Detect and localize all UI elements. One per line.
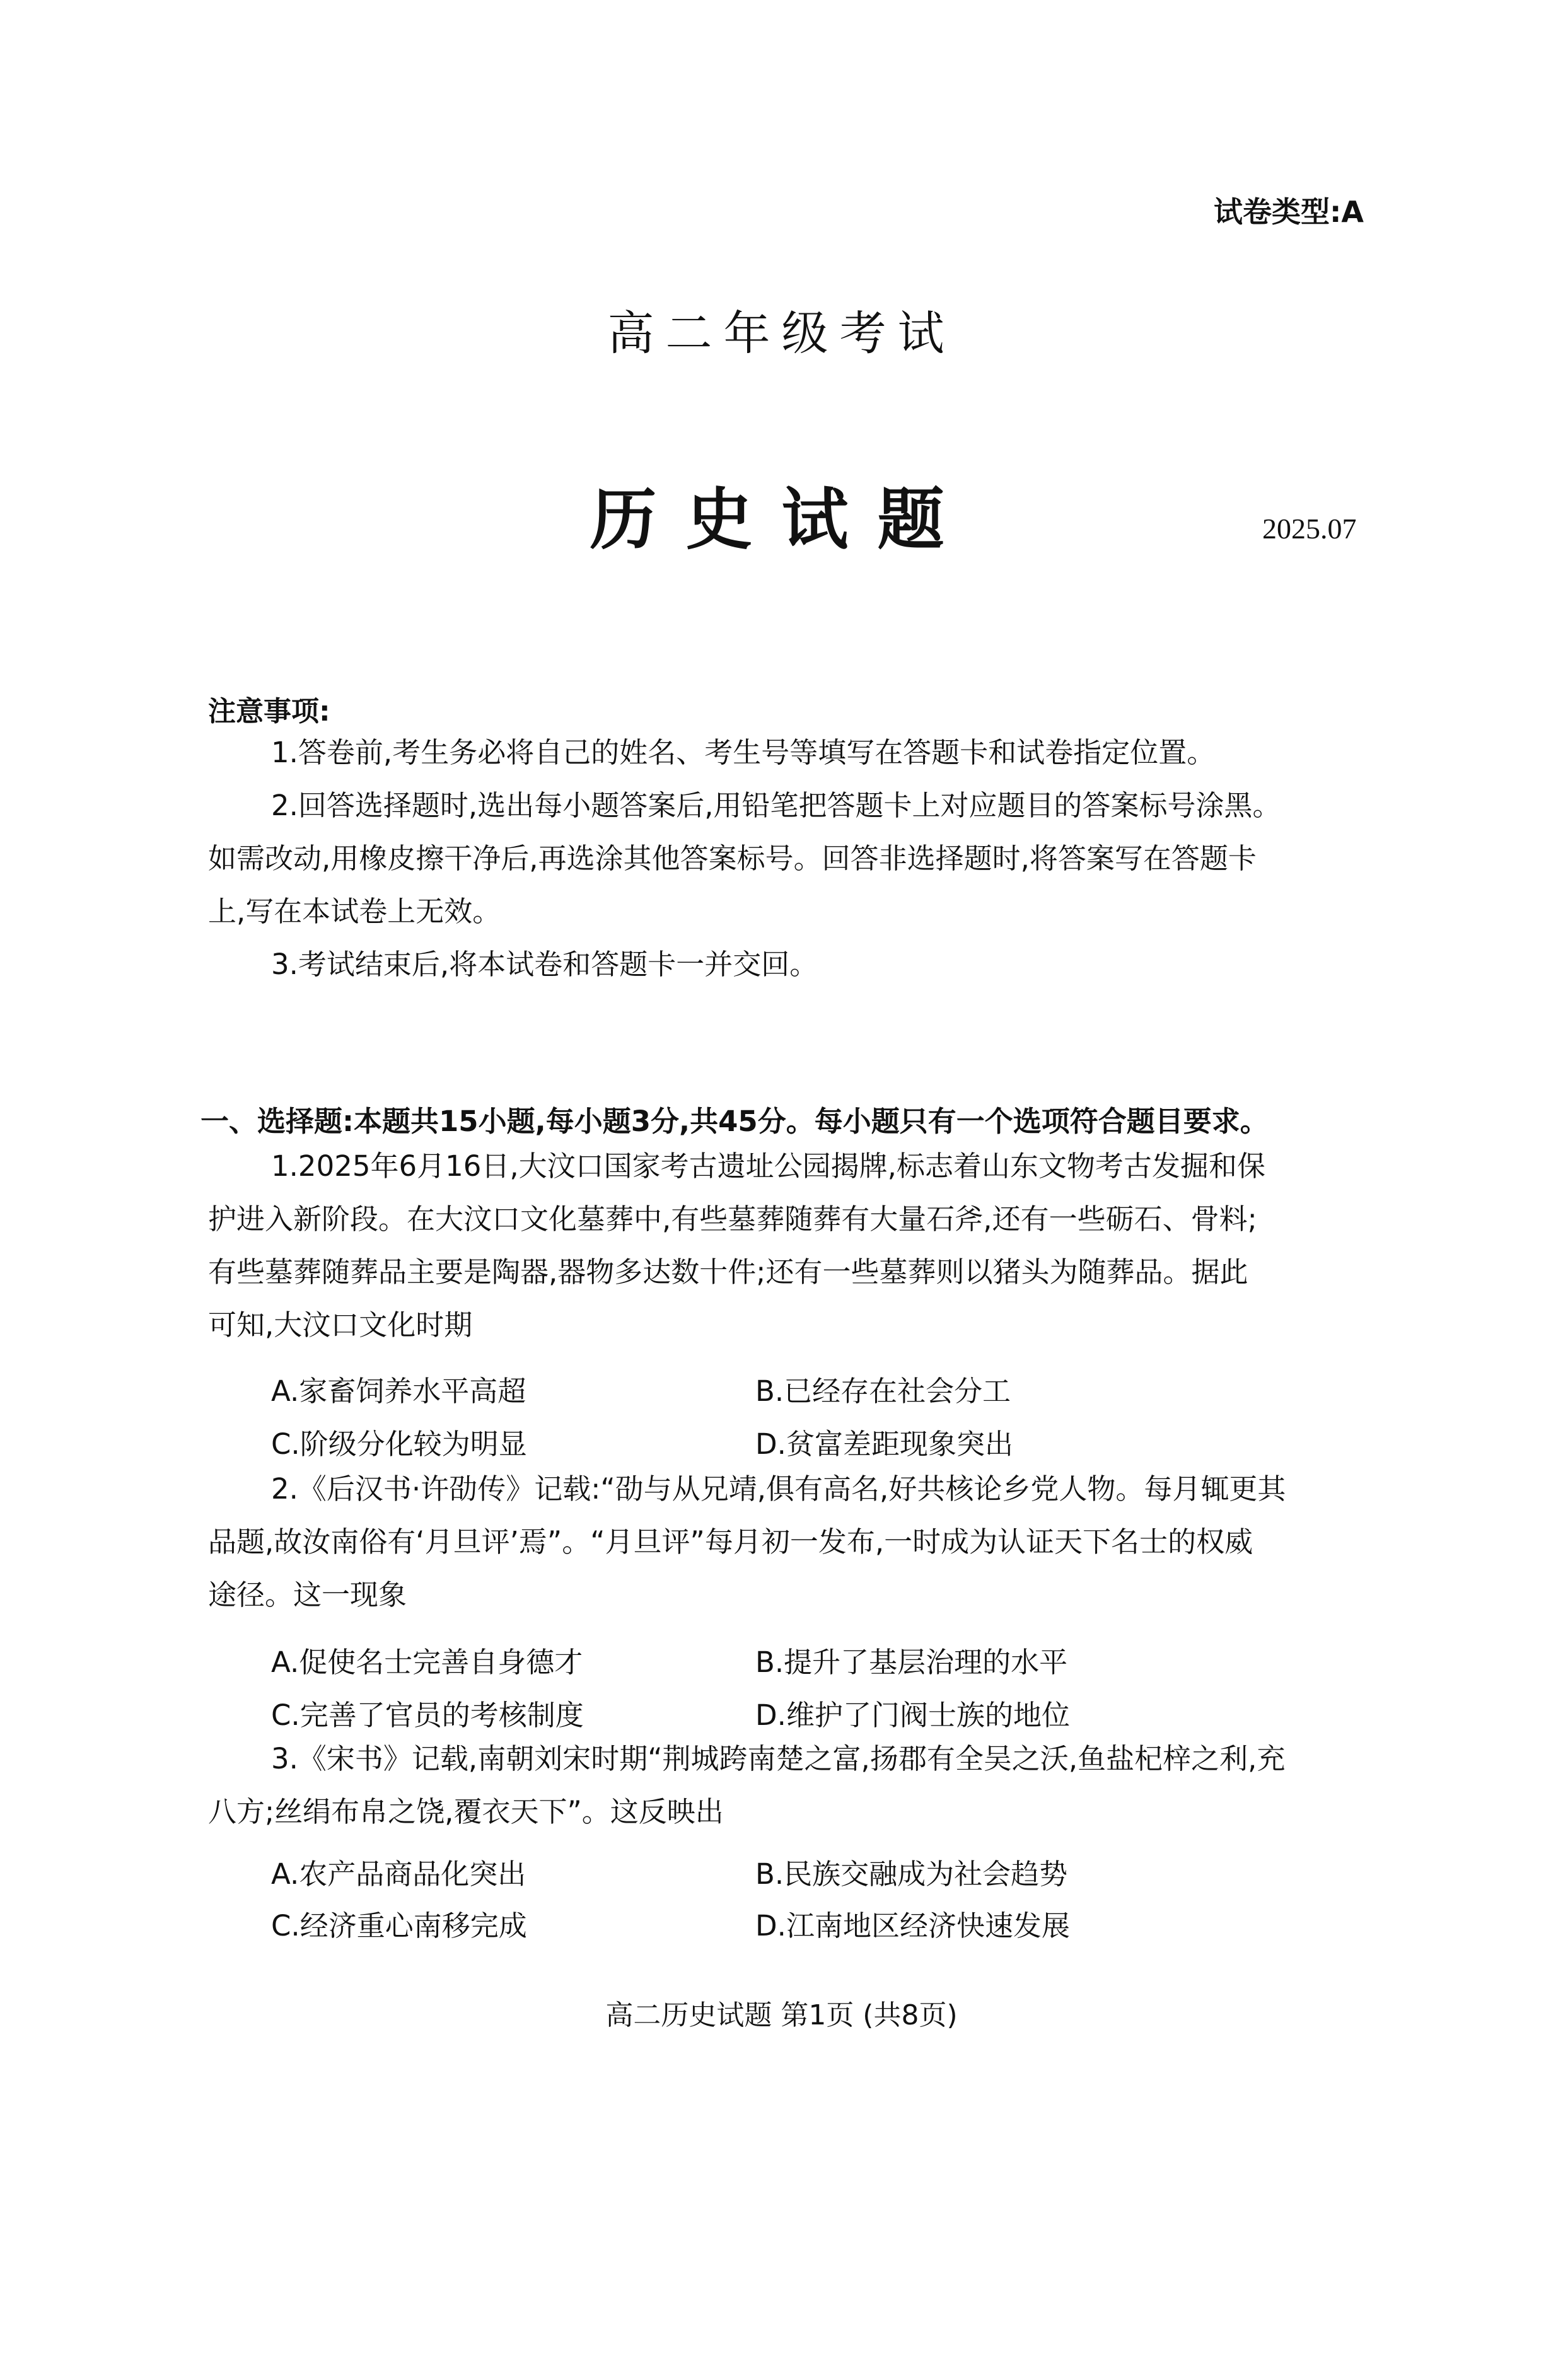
option-c[interactable]: C.经济重心南移完成: [271, 1909, 527, 1942]
note-line: 上,写在本试卷上无效。: [208, 895, 501, 928]
question-text-line: 护进入新阶段。在大汶口文化墓葬中,有些墓葬随葬有大量石斧,还有一些砺石、骨料;: [208, 1202, 1257, 1236]
option-a[interactable]: A.农产品商品化突出: [271, 1857, 526, 1891]
exam-date: 2025.07: [1262, 513, 1357, 545]
question-text-line: 途径。这一现象: [208, 1578, 407, 1611]
note-line: 1.答卷前,考生务必将自己的姓名、考生号等填写在答题卡和试卷指定位置。: [271, 736, 1216, 769]
exam-name: 高二年级考试: [607, 306, 956, 361]
subject-title: 历史试题: [590, 480, 973, 559]
option-d[interactable]: D.贫富差距现象突出: [755, 1427, 1013, 1461]
notes-heading: 注意事项:: [208, 695, 330, 728]
question-text-line: 3.《宋书》记载,南朝刘宋时期“荆城跨南楚之富,扬郡有全吴之沃,鱼盐杞梓之利,充: [271, 1742, 1286, 1775]
option-c[interactable]: C.完善了官员的考核制度: [271, 1698, 584, 1732]
question-text-line: 八方;丝绢布帛之饶,覆衣天下”。这反映出: [208, 1795, 724, 1828]
paper-type-label: 试卷类型:A: [1214, 195, 1364, 229]
option-d[interactable]: D.维护了门阀士族的地位: [755, 1698, 1070, 1732]
option-c[interactable]: C.阶级分化较为明显: [271, 1427, 527, 1461]
option-d[interactable]: D.江南地区经济快速发展: [755, 1909, 1070, 1942]
question-text-line: 有些墓葬随葬品主要是陶器,器物多达数十件;还有一些墓葬则以猪头为随葬品。据此: [208, 1255, 1248, 1289]
option-a[interactable]: A.促使名士完善自身德才: [271, 1646, 583, 1679]
note-line: 3.考试结束后,将本试卷和答题卡一并交回。: [271, 948, 818, 981]
option-b[interactable]: B.已经存在社会分工: [755, 1374, 1011, 1408]
note-line: 2.回答选择题时,选出每小题答案后,用铅笔把答题卡上对应题目的答案标号涂黑。: [271, 789, 1281, 822]
note-line: 如需改动,用橡皮擦干净后,再选涂其他答案标号。回答非选择题时,将答案写在答题卡: [208, 842, 1257, 875]
page-footer: 高二历史试题 第1页 (共8页): [605, 1999, 958, 2031]
option-b[interactable]: B.提升了基层治理的水平: [755, 1646, 1068, 1679]
option-b[interactable]: B.民族交融成为社会趋势: [755, 1857, 1068, 1891]
option-a[interactable]: A.家畜饲养水平高超: [271, 1374, 526, 1408]
question-text-line: 2.《后汉书·许劭传》记载:“劭与从兄靖,俱有高名,好共核论乡党人物。每月辄更其: [271, 1472, 1286, 1506]
question-text-line: 可知,大汶口文化时期: [208, 1308, 473, 1342]
section-heading: 一、选择题:本题共15小题,每小题3分,共45分。每小题只有一个选项符合题目要求。: [200, 1105, 1269, 1138]
question-text-line: 品题,故汝南俗有‘月旦评’焉”。“月旦评”每月初一发布,一时成为认证天下名士的权威: [208, 1525, 1253, 1559]
question-text-line: 1.2025年6月16日,大汶口国家考古遗址公园揭牌,标志着山东文物考古发掘和保: [271, 1149, 1265, 1183]
